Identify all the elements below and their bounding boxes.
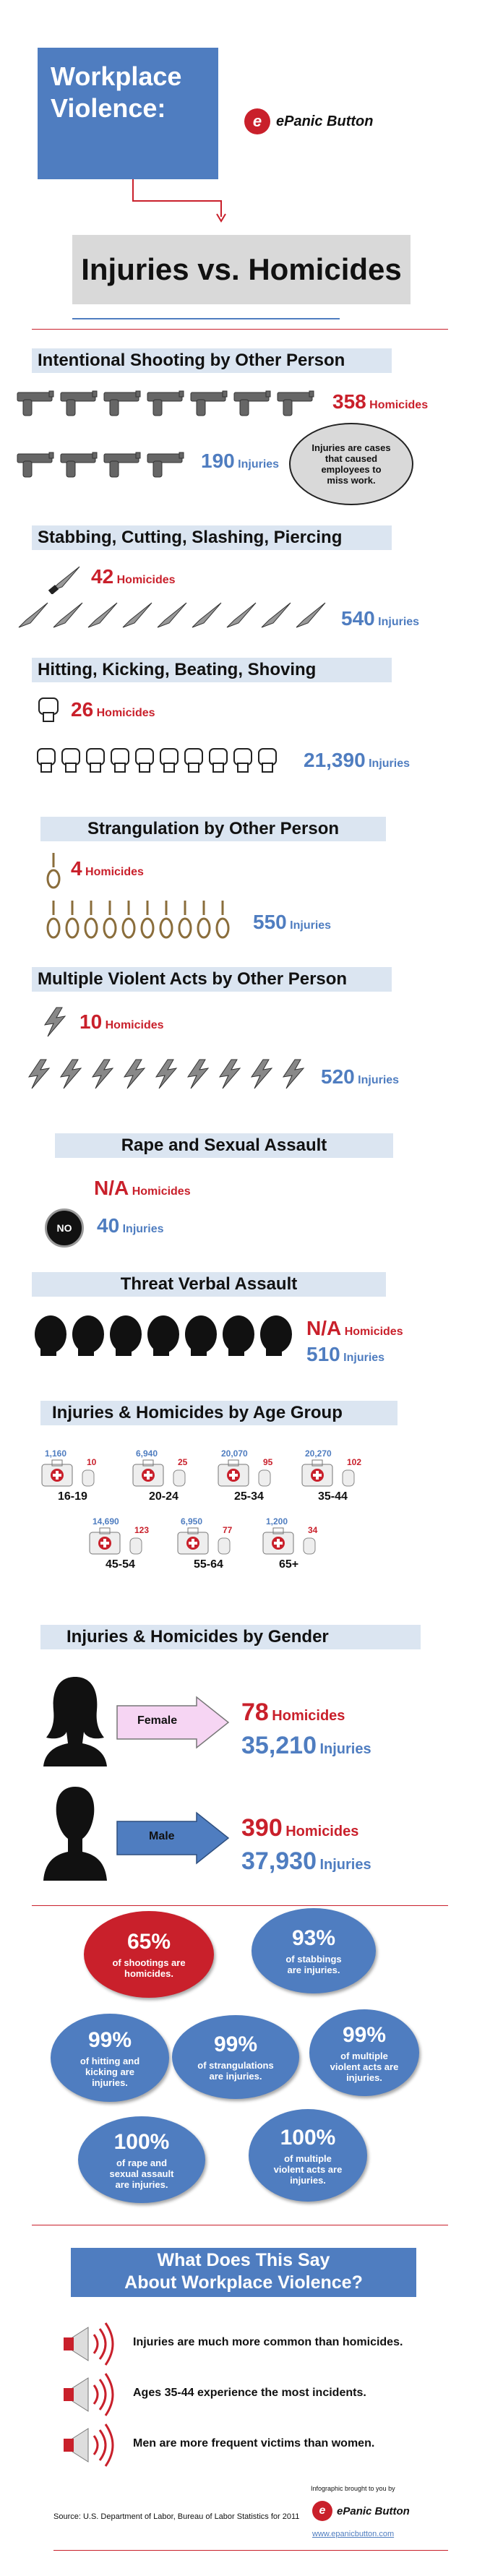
stabbing-hom-label: Homicides — [116, 574, 176, 586]
bubble-pct: 100% — [113, 2129, 170, 2154]
title-box — [38, 48, 218, 179]
conclusion-fact: Injuries are much more common than homicides. — [133, 2336, 403, 2348]
footer-brand: ePanic Button — [337, 2504, 410, 2517]
first-aid-kit-icon — [88, 1527, 153, 1555]
hitting-inj-value: 21,390 — [304, 749, 366, 771]
logo-mark-icon: e — [312, 2501, 332, 2521]
megaphone-icon — [51, 2369, 120, 2420]
shooting-hom-value: 358 — [332, 390, 366, 413]
age-group-65-plus — [262, 1516, 327, 1574]
strangulation-hom-value: 4 — [71, 857, 82, 880]
section-title-threat: Threat Verbal Assault — [32, 1272, 386, 1297]
male-label: Male — [149, 1830, 175, 1842]
bubble-pct: 99% — [87, 2027, 132, 2052]
noose-icons — [45, 901, 247, 941]
age-inj-value: 14,690 — [93, 1516, 119, 1527]
age-label: 65+ — [279, 1558, 299, 1571]
age-group-25-34 — [217, 1448, 282, 1506]
multiple-inj-label: Injuries — [358, 1074, 400, 1086]
first-aid-kit-icon — [301, 1459, 366, 1487]
conclusion-title-line-2: About Workplace Violence? — [124, 2272, 363, 2293]
threat-hom-label: Homicides — [344, 1326, 403, 1338]
hitting-hom-value: 26 — [71, 698, 94, 721]
strangulation-injuries — [253, 911, 331, 934]
first-aid-kit-icon — [217, 1459, 282, 1487]
hitting-inj-label: Injuries — [369, 757, 410, 770]
age-label: 55-64 — [194, 1558, 223, 1571]
bubble-pct: 65% — [126, 1930, 171, 1954]
divider — [32, 329, 448, 330]
rape-injuries — [97, 1214, 164, 1237]
multiple-inj-value: 520 — [321, 1065, 355, 1088]
strangulation-homicides — [71, 857, 144, 880]
age-label: 45-54 — [106, 1558, 135, 1571]
stat-bubble — [249, 2109, 367, 2202]
first-aid-kit-icon — [176, 1527, 241, 1555]
age-inj-value: 20,070 — [221, 1448, 248, 1459]
stabbing-inj-label: Injuries — [378, 616, 420, 628]
lightning-icon — [40, 1006, 69, 1038]
stabbing-homicides — [91, 565, 176, 588]
bubble-label: of multiple violent acts are injuries. — [330, 2050, 399, 2083]
section-title-hitting: Hitting, Kicking, Beating, Shoving — [32, 658, 392, 682]
male-homicides — [241, 1814, 358, 1842]
age-label: 35-44 — [318, 1490, 348, 1503]
male-hom-value: 390 — [241, 1814, 283, 1842]
no-sign-text: NO — [56, 1222, 72, 1234]
shooting-inj-value: 190 — [201, 450, 235, 472]
age-inj-value: 1,160 — [45, 1448, 67, 1459]
first-aid-kit-icon — [262, 1527, 327, 1555]
shooting-hom-label: Homicides — [369, 399, 429, 411]
female-inj-value: 35,210 — [241, 1732, 317, 1759]
age-group-45-54 — [88, 1516, 153, 1574]
rape-hom-value: N/A — [94, 1177, 129, 1199]
stat-bubble — [172, 2015, 299, 2099]
section-title-stabbing: Stabbing, Cutting, Slashing, Piercing — [32, 525, 392, 550]
threat-injuries — [306, 1343, 384, 1366]
age-hom-value: 123 — [134, 1525, 150, 1535]
age-hom-value: 10 — [87, 1457, 97, 1467]
strangulation-hom-label: Homicides — [85, 866, 144, 878]
stat-bubble — [309, 2009, 419, 2096]
source-text: Source: U.S. Department of Labor, Bureau of Labor Statistics for 2011 — [53, 2512, 300, 2521]
section-title-multiple: Multiple Violent Acts by Other Person — [32, 967, 392, 992]
footer-logo — [312, 2501, 410, 2521]
subtitle-box — [72, 235, 411, 304]
conclusion-fact: Men are more frequent victims than women. — [133, 2437, 375, 2450]
age-inj-value: 6,940 — [136, 1448, 158, 1459]
section-title-rape: Rape and Sexual Assault — [55, 1133, 393, 1158]
megaphone-icon — [51, 2319, 120, 2369]
strangulation-inj-value: 550 — [253, 911, 287, 933]
bubble-label: of multiple violent acts are injuries. — [273, 2152, 343, 2186]
age-hom-value: 102 — [347, 1457, 362, 1467]
multiple-injuries — [321, 1065, 399, 1089]
divider — [32, 1905, 448, 1906]
gun-icon — [16, 387, 319, 418]
page-title — [51, 61, 181, 124]
lightning-icons — [25, 1058, 314, 1090]
bubble-label: of stabbings are injuries. — [285, 1954, 342, 1975]
shooting-inj-label: Injuries — [238, 458, 280, 471]
stabbing-inj-value: 540 — [341, 607, 375, 630]
title-line-1: Workplace — [51, 61, 182, 91]
brand-logo — [244, 108, 373, 134]
title-line-2: Violence: — [51, 93, 166, 123]
age-hom-value: 34 — [308, 1525, 318, 1535]
conclusion-title-line-1: What Does This Say — [157, 2250, 330, 2270]
rape-homicides — [94, 1177, 191, 1200]
bubble-pct: 100% — [280, 2125, 336, 2150]
stat-bubble — [252, 1908, 376, 1993]
male-hom-label: Homicides — [285, 1824, 359, 1839]
footer-link[interactable]: www.epanicbutton.com — [312, 2530, 395, 2538]
strangulation-inj-label: Injuries — [290, 919, 332, 932]
stat-bubble — [78, 2116, 205, 2203]
section-title-shooting: Intentional Shooting by Other Person — [32, 348, 392, 373]
gun-icon — [16, 448, 189, 480]
female-silhouette-icon — [40, 1674, 110, 1768]
note-text: Injuries are cases that caused employees to miss work. — [311, 442, 391, 486]
fist-icons — [35, 744, 302, 773]
age-inj-value: 20,270 — [305, 1448, 332, 1459]
divider — [72, 318, 340, 319]
threat-inj-label: Injuries — [343, 1352, 385, 1364]
stabbing-hom-value: 42 — [91, 565, 114, 588]
bubble-pct: 93% — [291, 1926, 336, 1950]
female-injuries — [241, 1732, 371, 1760]
section-title-age: Injuries & Homicides by Age Group — [40, 1401, 398, 1425]
hitting-hom-label: Homicides — [96, 707, 155, 719]
hitting-injuries — [304, 749, 410, 772]
hitting-homicides — [71, 698, 155, 721]
stat-bubble — [84, 1911, 214, 1998]
female-label: Female — [137, 1714, 178, 1727]
bubble-label: of hitting and kicking are injuries. — [80, 2055, 140, 2088]
male-injuries — [241, 1847, 371, 1876]
male-inj-value: 37,930 — [241, 1847, 317, 1875]
male-inj-label: Injuries — [319, 1857, 371, 1873]
shooting-injuries — [201, 450, 279, 473]
gun-icons-injuries — [16, 448, 189, 480]
multiple-homicides — [80, 1010, 164, 1034]
threat-inj-value: 510 — [306, 1343, 340, 1365]
connector-arrow-icon — [130, 179, 231, 223]
subtitle: Injuries vs. Homicides — [81, 252, 402, 286]
no-sign-icon — [45, 1208, 84, 1248]
stabbing-injuries — [341, 607, 419, 630]
fist-icon — [35, 694, 62, 723]
section-title-strangulation: Strangulation by Other Person — [40, 817, 386, 841]
age-group-20-24 — [132, 1448, 197, 1506]
bubble-label: of rape and sexual assault are injuries. — [109, 2157, 174, 2190]
female-inj-label: Injuries — [319, 1741, 371, 1757]
logo-mark-icon: e — [244, 108, 270, 134]
threat-homicides — [306, 1317, 403, 1340]
bubble-pct: 99% — [342, 2022, 387, 2047]
age-label: 25-34 — [234, 1490, 264, 1503]
bubble-label: of shootings are homicides. — [112, 1957, 186, 1979]
gun-icons-homicides — [16, 387, 319, 418]
age-label: 20-24 — [149, 1490, 179, 1503]
threat-hom-value: N/A — [306, 1317, 342, 1339]
stat-bubble — [51, 2014, 169, 2102]
female-hom-label: Homicides — [272, 1708, 345, 1724]
knife-icon — [48, 565, 82, 594]
bubble-label: of strangulations are injuries. — [197, 2060, 274, 2082]
age-hom-value: 77 — [223, 1525, 233, 1535]
male-silhouette-icon — [40, 1782, 110, 1884]
age-hom-value: 95 — [263, 1457, 273, 1467]
brought-by-text: Infographic brought to you by — [311, 2485, 395, 2492]
age-inj-value: 1,200 — [266, 1516, 288, 1527]
section-title-gender: Injuries & Homicides by Gender — [40, 1625, 421, 1649]
noose-icon — [45, 853, 62, 890]
age-group-55-64 — [176, 1516, 241, 1574]
multiple-hom-label: Homicides — [105, 1019, 164, 1031]
age-inj-value: 6,950 — [181, 1516, 203, 1527]
knife-icons — [16, 601, 334, 630]
age-label: 16-19 — [58, 1490, 87, 1503]
divider — [53, 2550, 448, 2551]
rape-inj-label: Injuries — [122, 1223, 164, 1235]
rape-inj-value: 40 — [97, 1214, 120, 1237]
shooting-homicides — [332, 390, 428, 413]
first-aid-kit-icon — [132, 1459, 197, 1487]
female-hom-value: 78 — [241, 1699, 269, 1726]
head-silhouette-icons — [32, 1314, 299, 1357]
conclusion-title-box — [71, 2248, 416, 2297]
note-bubble — [289, 423, 413, 505]
first-aid-kit-icon — [40, 1459, 106, 1487]
conclusion-fact: Ages 35-44 experience the most incidents. — [133, 2387, 366, 2399]
logo-text: ePanic Button — [276, 113, 374, 129]
age-group-16-19 — [40, 1448, 106, 1506]
rape-hom-label: Homicides — [132, 1185, 191, 1198]
multiple-hom-value: 10 — [80, 1010, 103, 1033]
bubble-pct: 99% — [213, 2032, 258, 2056]
age-group-35-44 — [301, 1448, 366, 1506]
age-hom-value: 25 — [178, 1457, 188, 1467]
female-homicides — [241, 1699, 345, 1727]
megaphone-icon — [51, 2420, 120, 2470]
